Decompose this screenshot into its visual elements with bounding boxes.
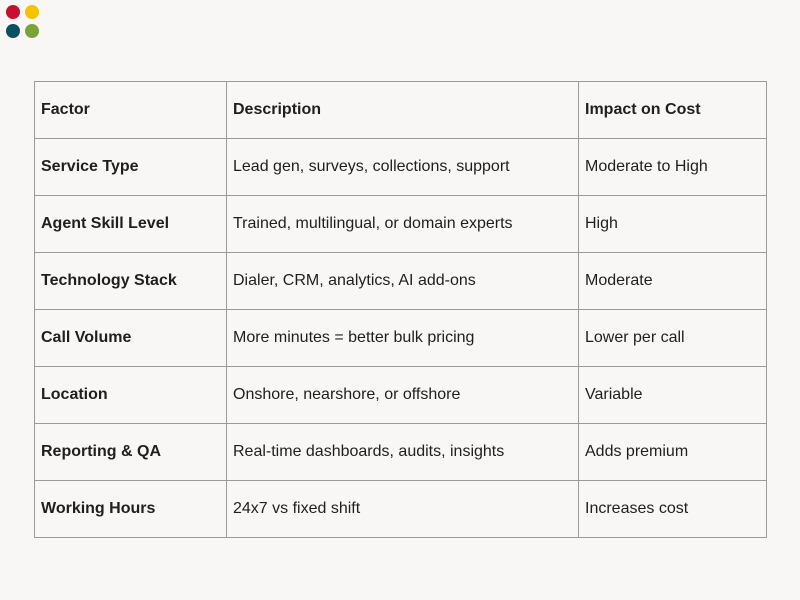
header-description: Description (227, 82, 579, 139)
description-cell: Lead gen, surveys, collections, support (227, 139, 579, 196)
description-cell: Real-time dashboards, audits, insights (227, 424, 579, 481)
description-cell: Dialer, CRM, analytics, AI add-ons (227, 253, 579, 310)
impact-cell: Adds premium (579, 424, 767, 481)
impact-cell: High (579, 196, 767, 253)
impact-cell: Moderate (579, 253, 767, 310)
header-factor: Factor (35, 82, 227, 139)
table-row (35, 139, 767, 196)
description-cell: Onshore, nearshore, or offshore (227, 367, 579, 424)
cost-factors-table (34, 81, 767, 538)
description-cell: 24x7 vs fixed shift (227, 481, 579, 538)
brand-logo (6, 5, 42, 41)
description-cell: More minutes = better bulk pricing (227, 310, 579, 367)
factor-cell: Location (35, 367, 227, 424)
impact-cell: Increases cost (579, 481, 767, 538)
impact-cell: Variable (579, 367, 767, 424)
factor-cell: Working Hours (35, 481, 227, 538)
logo-dot-red (6, 5, 20, 19)
description-cell: Trained, multilingual, or domain experts (227, 196, 579, 253)
factor-cell: Service Type (35, 139, 227, 196)
logo-dot-yellow (25, 5, 39, 19)
logo-dot-green (25, 24, 39, 38)
table-row (35, 424, 767, 481)
table-row (35, 481, 767, 538)
factor-cell: Technology Stack (35, 253, 227, 310)
table-row (35, 253, 767, 310)
logo-dot-teal (6, 24, 20, 38)
factor-cell: Reporting & QA (35, 424, 227, 481)
factor-cell: Agent Skill Level (35, 196, 227, 253)
table-header-row (35, 82, 767, 139)
impact-cell: Lower per call (579, 310, 767, 367)
factor-cell: Call Volume (35, 310, 227, 367)
table-row (35, 367, 767, 424)
header-impact: Impact on Cost (579, 82, 767, 139)
table-row (35, 310, 767, 367)
impact-cell: Moderate to High (579, 139, 767, 196)
table-row (35, 196, 767, 253)
